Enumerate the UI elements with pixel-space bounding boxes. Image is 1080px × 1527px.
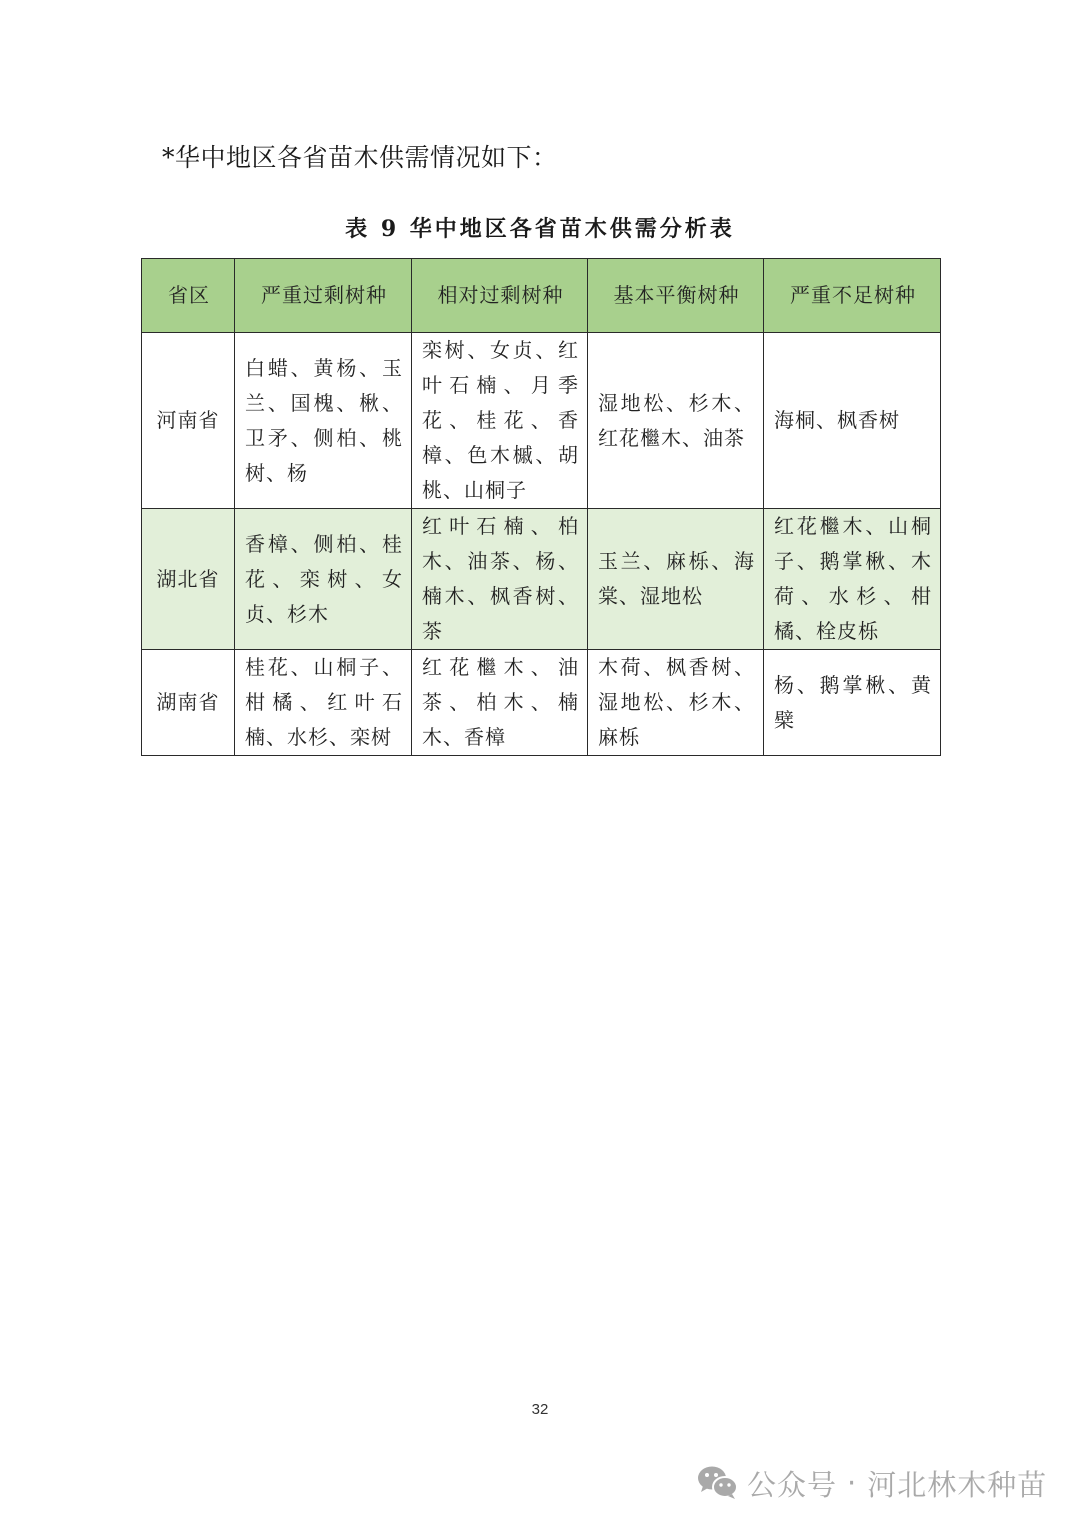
province-cell: 湖北省	[142, 509, 235, 650]
severe-surplus-cell: 桂花、山桐子、柑橘、红叶石楠、水杉、栾树	[235, 650, 412, 756]
balanced-cell: 湿地松、杉木、红花檵木、油茶	[588, 333, 764, 509]
severe-shortage-cell: 杨、鹅掌楸、黄檗	[764, 650, 941, 756]
supply-demand-table	[141, 258, 941, 756]
severe-surplus-cell: 香樟、侧柏、桂花、栾树、女贞、杉木	[235, 509, 412, 650]
page-number: 32	[531, 1401, 549, 1418]
column-header-balanced: 基本平衡树种	[588, 259, 764, 333]
relative-surplus-cell: 栾树、女贞、红叶石楠、月季花、桂花、香樟、色木槭、胡桃、山桐子	[412, 333, 588, 509]
watermark-prefix: 公众号	[747, 1467, 838, 1502]
province-cell: 湖南省	[142, 650, 235, 756]
table-row	[142, 650, 941, 756]
severe-surplus-cell: 白蜡、黄杨、玉兰、国槐、楸、卫矛、侧柏、桃树、杨	[235, 333, 412, 509]
watermark-separator: ·	[847, 1466, 858, 1500]
column-header-severe-surplus: 严重过剩树种	[235, 259, 412, 333]
relative-surplus-cell: 红花檵木、油茶、柏木、楠木、香樟	[412, 650, 588, 756]
table-row	[142, 509, 941, 650]
severe-shortage-cell: 海桐、枫香树	[764, 333, 941, 509]
wechat-icon	[697, 1465, 739, 1501]
relative-surplus-cell: 红叶石楠、柏木、油茶、杨、楠木、枫香树、茶	[412, 509, 588, 650]
column-header-province: 省区	[142, 259, 235, 333]
balanced-cell: 木荷、枫香树、湿地松、杉木、麻栎	[588, 650, 764, 756]
balanced-cell: 玉兰、麻栎、海棠、湿地松	[588, 509, 764, 650]
table-caption: 表 9 华中地区各省苗木供需分析表	[345, 216, 735, 242]
severe-shortage-cell: 红花檵木、山桐子、鹅掌楸、木荷、水杉、柑橘、栓皮栎	[764, 509, 941, 650]
watermark-account: 河北林木种苗	[867, 1467, 1048, 1502]
province-cell: 河南省	[142, 333, 235, 509]
column-header-relative-surplus: 相对过剩树种	[412, 259, 588, 333]
table-header-row	[142, 259, 941, 333]
table-row	[142, 333, 941, 509]
intro-text: *华中地区各省苗木供需情况如下：	[162, 143, 558, 172]
column-header-severe-shortage: 严重不足树种	[764, 259, 941, 333]
wechat-watermark	[697, 1463, 1047, 1503]
